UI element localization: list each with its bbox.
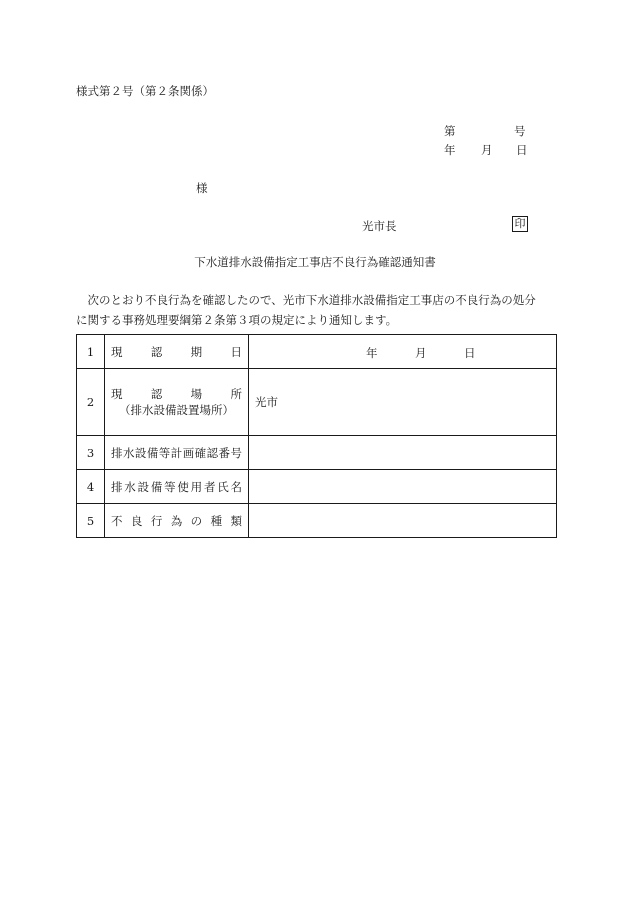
confirm-date-day: 日 [464, 346, 476, 360]
form-number: 様式第２号（第２条関係） [76, 84, 214, 98]
row-label-cell [105, 470, 249, 504]
misconduct-type-value [249, 504, 557, 538]
table-row [77, 335, 557, 369]
row-sublabel: （排水設備設置場所） [119, 403, 234, 417]
addressee-suffix: 様 [196, 181, 208, 195]
row-label: 現認場所 [111, 387, 242, 401]
body-text-line-1: 次のとおり不良行為を確認したので、光市下水道排水設備指定工事店の不良行為の処分 [76, 293, 536, 307]
table-row [77, 436, 557, 470]
document-title: 下水道排水設備指定工事店不良行為確認通知書 [194, 255, 436, 269]
issue-date-month: 月 [481, 143, 493, 157]
plan-confirmation-number-value [249, 436, 557, 470]
row-label: 不良行為の種類 [111, 513, 242, 528]
row-number: 3 [77, 436, 105, 470]
body-text-line-2: に関する事務処理要綱第２条第３項の規定により通知します。 [76, 313, 398, 327]
confirm-date-month: 月 [415, 346, 427, 360]
row-number: 2 [77, 369, 105, 436]
row-number: 1 [77, 335, 105, 369]
user-name-value [249, 470, 557, 504]
seal-stamp-icon: 印 [512, 216, 528, 232]
document-number-suffix: 号 [514, 124, 526, 138]
row-label: 排水設備等使用者氏名 [111, 479, 242, 494]
table-row [77, 504, 557, 538]
issue-date-year: 年 [444, 143, 456, 157]
row-label-cell [105, 369, 249, 436]
row-label-cell [105, 436, 249, 470]
row-number: 5 [77, 504, 105, 538]
issue-date-day: 日 [516, 143, 528, 157]
sender-name: 光市長 [362, 219, 397, 233]
table-row [77, 470, 557, 504]
confirm-location-value: 光市 [249, 369, 557, 436]
document-number-prefix: 第 [444, 124, 456, 138]
row-number: 4 [77, 470, 105, 504]
row-label: 現認期日 [111, 344, 242, 359]
table-row [77, 369, 557, 436]
confirm-date-cell [249, 335, 557, 369]
confirm-date-year: 年 [366, 346, 378, 360]
row-label: 排水設備等計画確認番号 [111, 445, 242, 460]
info-table [76, 334, 557, 538]
row-label-cell [105, 335, 249, 369]
row-label-cell [105, 504, 249, 538]
